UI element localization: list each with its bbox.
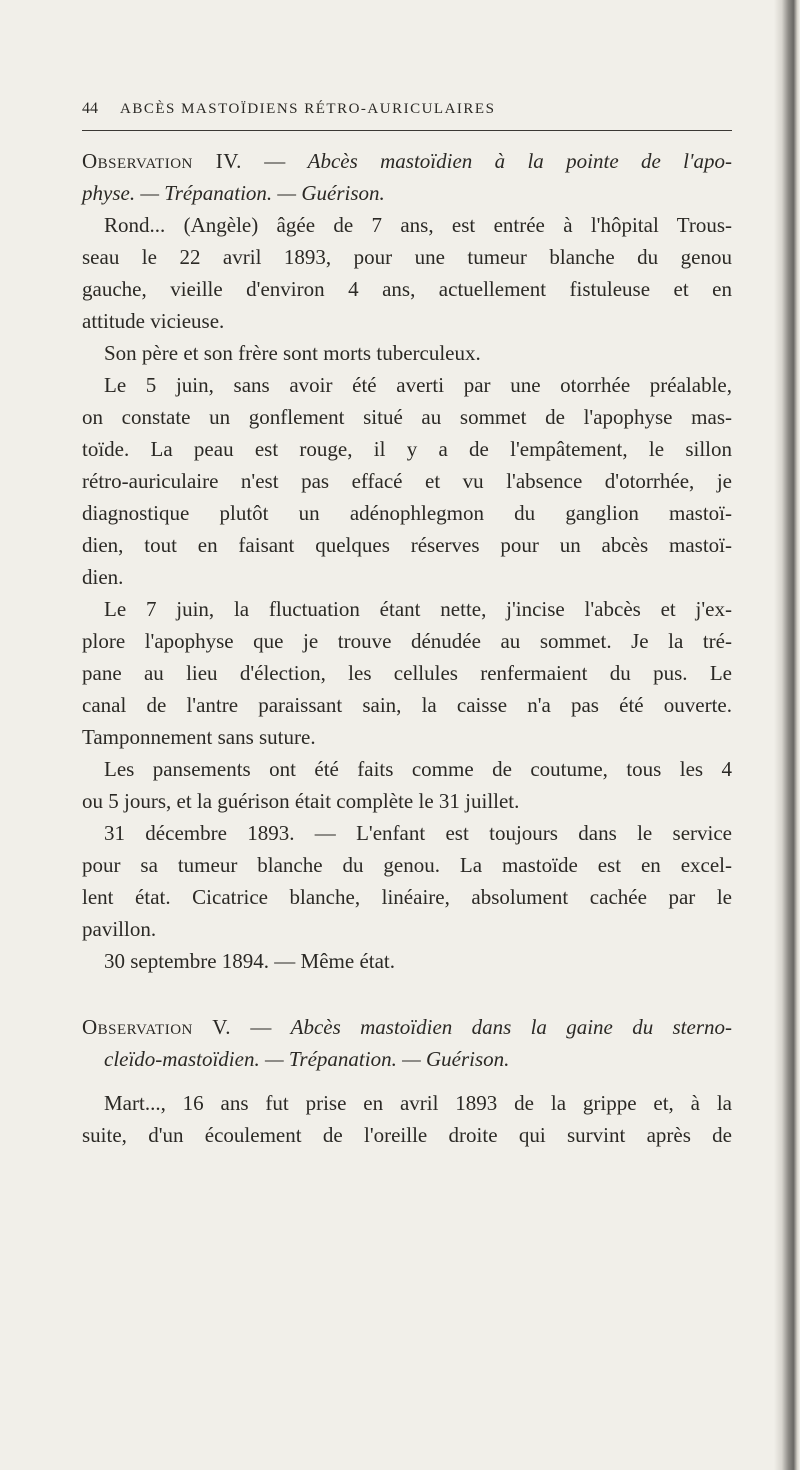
text-line: 31 décembre 1893. — L'enfant est toujours dans le service [104, 821, 732, 845]
observation-5-heading-line-2: cleïdo-mastoïdien. — Trépanation. — Guérison. [104, 1047, 510, 1071]
observation-5-label: Observation V. [82, 1015, 232, 1039]
text-line: dien, tout en faisant quelques réserves pour un abcès mastoï- [82, 533, 732, 557]
text-line: canal de l'antre paraissant sain, la caisse n'a pas été ouverte. [82, 693, 732, 717]
text-line: Tamponnement sans suture. [82, 725, 316, 749]
observation-5 [82, 1011, 732, 1151]
text-line: 30 septembre 1894. — Même état. [104, 949, 396, 973]
text-line: Le 5 juin, sans avoir été averti par une otorrhée préalable, [104, 373, 732, 397]
text-line: seau le 22 avril 1893, pour une tumeur blanche du genou [82, 245, 732, 269]
text-line: lent état. Cicatrice blanche, linéaire, absolument cachée par le [82, 885, 732, 909]
text-line: attitude vicieuse. [82, 309, 225, 333]
text-line: toïde. La peau est rouge, il y a de l'empâtement, le sillon [82, 437, 732, 461]
text-line: plore l'apophyse que je trouve dénudée au sommet. Je la tré- [82, 629, 732, 653]
text-line: Son père et son frère sont morts tuberculeux. [104, 341, 481, 365]
page-number: 44 [82, 100, 98, 117]
text-line: pour sa tumeur blanche du genou. La mastoïde est en excel- [82, 853, 732, 877]
observation-4-label: Observation IV. [82, 149, 242, 173]
running-header [82, 100, 732, 118]
text-line: ou 5 jours, et la guérison était complète le 31 juillet. [82, 789, 520, 813]
text-line: suite, d'un écoulement de l'oreille droite qui survint après de [82, 1123, 732, 1147]
observation-4-title: Abcès mastoïdien à la pointe de l'apo- [307, 149, 732, 173]
text-line: Rond... (Angèle) âgée de 7 ans, est entrée à l'hôpital Trous- [104, 213, 732, 237]
text-line: rétro-auriculaire n'est pas effacé et vu l'absence d'otorrhée, je [82, 469, 732, 493]
observation-4-heading-line-1: Observation IV. — Abcès mastoïdien à la pointe de l'apo- [82, 149, 732, 173]
running-title: ABCÈS MASTOÏDIENS RÉTRO-AURICULAIRES [120, 101, 496, 117]
header-rule [82, 130, 732, 131]
text-line: on constate un gonflement situé au sommet de l'apophyse mas- [82, 405, 732, 429]
text-line: dien. [82, 565, 124, 589]
text-line: diagnostique plutôt un adénophlegmon du ganglion mastoï- [82, 501, 732, 525]
text-line: Le 7 juin, la fluctuation étant nette, j'incise l'abcès et j'ex- [104, 597, 732, 621]
binding-gutter-shadow [774, 0, 800, 1470]
observation-4-heading-line-2: physe. — Trépanation. — Guérison. [82, 181, 385, 205]
text-line: Les pansements ont été faits comme de coutume, tous les 4 [104, 757, 732, 781]
observation-4 [82, 145, 732, 977]
text-line: pavillon. [82, 917, 157, 941]
text-line: Mart..., 16 ans fut prise en avril 1893 de la grippe et, à la [104, 1091, 732, 1115]
text-line: gauche, vieille d'environ 4 ans, actuellement fistuleuse et en [82, 277, 732, 301]
text-line: pane au lieu d'élection, les cellules renfermaient du pus. Le [82, 661, 732, 685]
observation-5-heading-line-1: Observation V. — Abcès mastoïdien dans la gaine du sterno- [82, 1015, 733, 1039]
observation-5-title: Abcès mastoïdien dans la gaine du sterno- [290, 1015, 733, 1039]
